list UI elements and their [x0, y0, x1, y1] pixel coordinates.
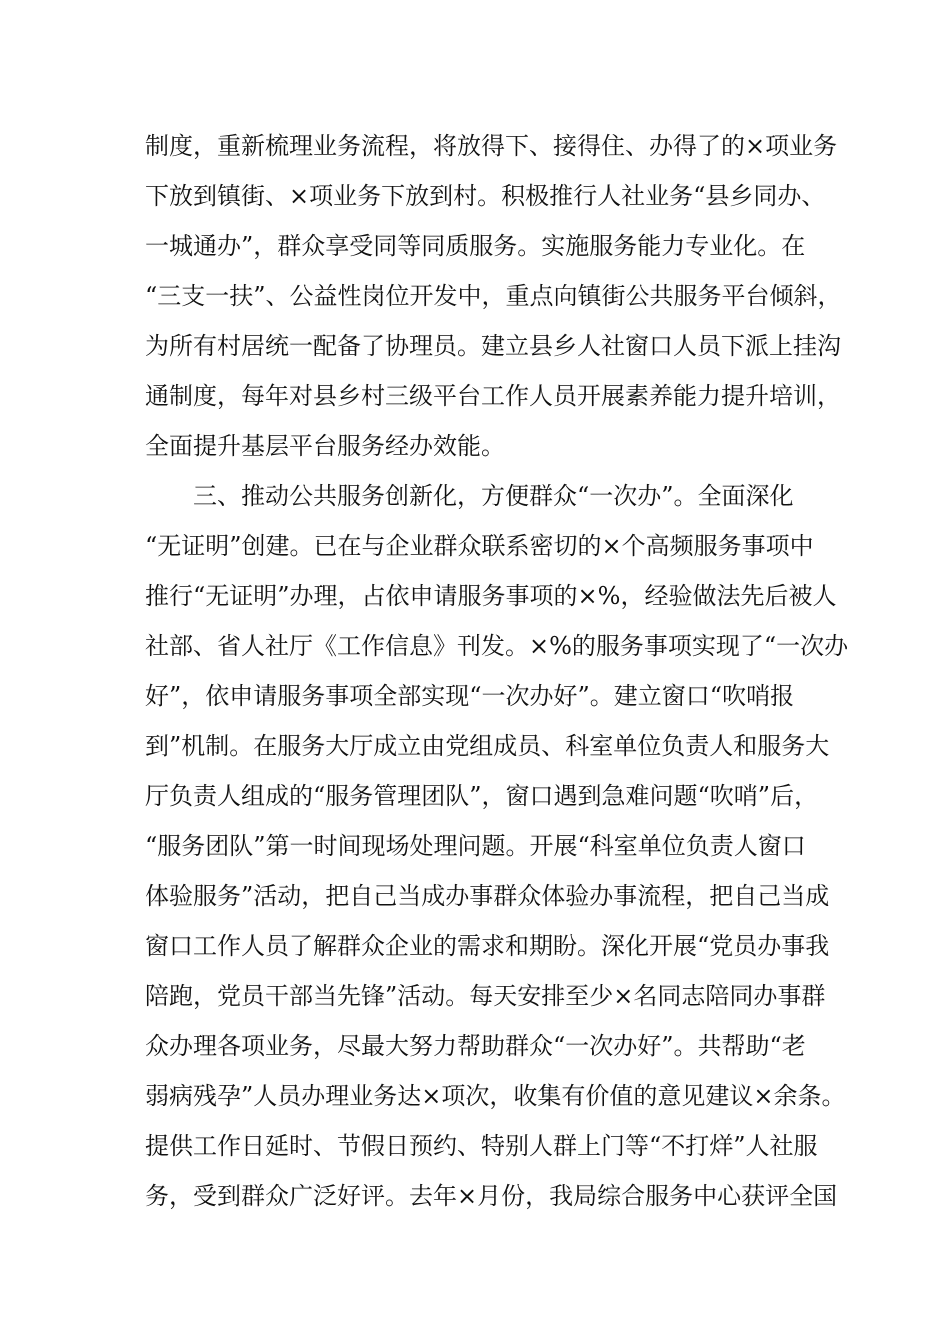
text-line-4: “三支一扶”、公益性岗位开发中，重点向镇街公共服务平台倾斜，: [145, 282, 842, 310]
text-line-3: 一城通办”，群众享受同等同质服务。实施服务能力专业化。在: [145, 232, 806, 260]
text-line-20: 弱病残孕”人员办理业务达×项次，收集有价值的意见建议×余条。: [145, 1082, 846, 1110]
text-line-2: 下放到镇街、×项业务下放到村。积极推行人社业务“县乡同办、: [145, 182, 826, 210]
text-line-22: 务，受到群众广泛好评。去年×月份，我局综合服务中心获评全国: [145, 1182, 838, 1210]
text-line-6: 通制度，每年对县乡村三级平台工作人员开展素养能力提升培训，: [145, 382, 841, 410]
section-heading-line: 三、推动公共服务创新化，方便群众“一次办”。全面深化: [193, 482, 794, 510]
text-line-19: 众办理各项业务，尽最大努力帮助群众“一次办好”。共帮助“老: [145, 1032, 806, 1060]
text-line-1: 制度，重新梳理业务流程，将放得下、接得住、办得了的×项业务: [145, 132, 838, 160]
text-line-11: 社部、省人社厅《工作信息》刊发。×%的服务事项实现了“一次办: [145, 632, 849, 660]
text-line-21: 提供工作日延时、节假日预约、特别人群上门等“不打烊”人社服: [145, 1132, 818, 1160]
text-line-14: 厅负责人组成的“服务管理团队”，窗口遇到急难问题“吹哨”后，: [145, 782, 819, 810]
text-line-15: “服务团队”第一时间现场处理问题。开展“科室单位负责人窗口: [145, 832, 806, 860]
text-line-16: 体验服务”活动，把自己当成办事群众体验办事流程，把自己当成: [145, 882, 830, 910]
text-line-10: 推行“无证明”办理，占依申请服务事项的×%，经验做法先后被人: [145, 582, 837, 610]
text-line-17: 窗口工作人员了解群众企业的需求和期盼。深化开展“党员办事我: [145, 932, 830, 960]
text-line-18: 陪跑，党员干部当先锋”活动。每天安排至少×名同志陪同办事群: [145, 982, 826, 1010]
text-line-13: 到”机制。在服务大厅成立由党组成员、科室单位负责人和服务大: [145, 732, 830, 760]
text-line-12: 好”，依申请服务事项全部实现“一次办好”。建立窗口“吹哨报: [145, 682, 795, 710]
text-line-5: 为所有村居统一配备了协理员。建立县乡人社窗口人员下派上挂沟: [145, 332, 841, 360]
text-line-9: “无证明”创建。已在与企业群众联系密切的×个高频服务事项中: [145, 532, 814, 560]
text-line-7: 全面提升基层平台服务经办效能。: [145, 432, 505, 460]
